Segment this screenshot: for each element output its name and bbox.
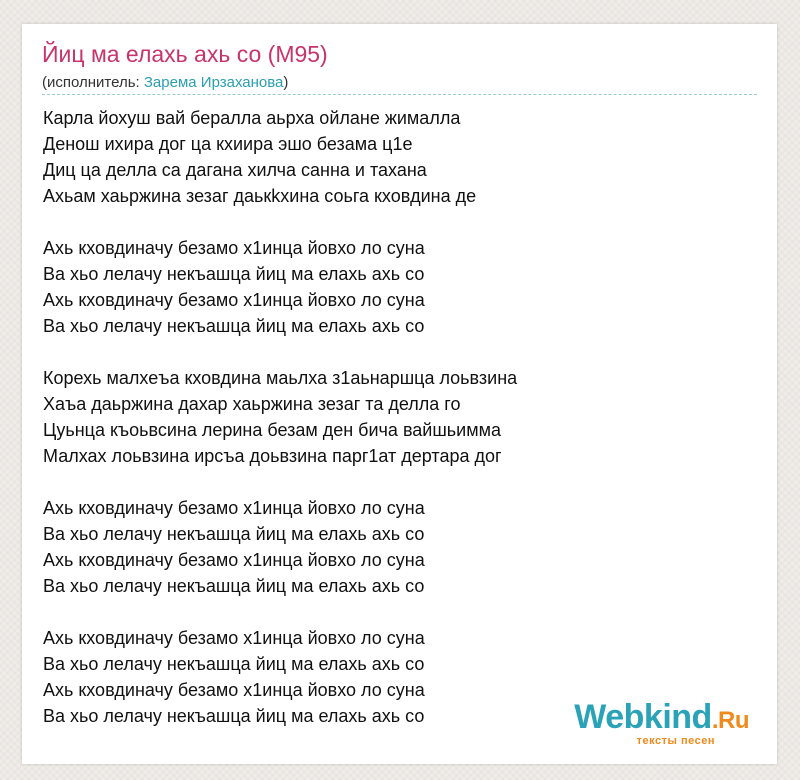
song-title: Йиц ма елахь ахь со (M95) [42,41,328,67]
lyric-line: Денош ихира дог ца кхиира эшо безама ц1е [43,134,413,154]
site-logo[interactable] [559,698,749,747]
stanza-3 [43,365,758,469]
lyric-line: Ва хьо лелачу некъашца йиц ма елахь ахь со [43,316,425,336]
lyric-line: Ва хьо лелачу некъашца йиц ма елахь ахь со [43,576,425,596]
lyric-line: Ахь кховдиначу безамо х1инца йовхо ло суна [43,498,425,518]
stanza-4 [43,495,758,599]
performer-line [42,74,288,91]
lyric-line: Хаъа даьржина дахар хаьржина зезаг та делла го [43,394,461,414]
stanza-2 [43,235,758,339]
performer-link[interactable]: Зарема Ирзаханова [143,74,284,91]
lyric-line: Диц ца делла са дагана хилча санна и тахана [43,160,427,180]
logo-wordmark [574,698,749,737]
lyric-line: Корехь малхеъа кховдина маьлха з1аьнаршца лоьвзина [43,368,518,388]
logo-tld: .Ru [711,707,749,734]
performer-suffix: ) [283,74,289,91]
title-divider [42,94,757,95]
lyric-line: Ва хьо лелачу некъашца йиц ма елахь ахь со [43,706,425,726]
logo-tagline: тексты песен [636,735,715,747]
lyric-line: Ахь кховдиначу безамо х1инца йовхо ло суна [43,680,425,700]
lyrics-body [43,105,758,729]
lyric-line: Ахь кховдиначу безамо х1инца йовхо ло суна [43,550,425,570]
lyric-line: Ва хьо лелачу некъашца йиц ма елахь ахь со [43,654,425,674]
logo-name: Webkind [574,698,712,736]
performer-prefix: (исполнитель: [42,74,144,91]
lyric-line: Ахь кховдиначу безамо х1инца йовхо ло суна [43,238,425,258]
lyric-line: Ва хьо лелачу некъашца йиц ма елахь ахь со [43,524,425,544]
lyric-line: Ахьам хаьржина зезаг даькkхина соьга кховдина де [43,186,477,206]
lyric-line: Ва хьо лелачу некъашца йиц ма елахь ахь со [43,264,425,284]
lyric-line: Карла йохуш вай бералла аьрха ойлане жималла [43,108,461,128]
lyric-line: Цуьнца къоьвсина лерина безам ден бича вайшьимма [43,420,501,440]
lyric-line: Ахь кховдиначу безамо х1инца йовхо ло суна [43,628,425,648]
stanza-1 [43,105,758,209]
lyric-line: Малхах лоьвзина ирсъа доьвзина парг1ат дертара дог [43,446,502,466]
lyrics-card [22,24,777,764]
lyric-line: Ахь кховдиначу безамо х1инца йовхо ло суна [43,290,425,310]
